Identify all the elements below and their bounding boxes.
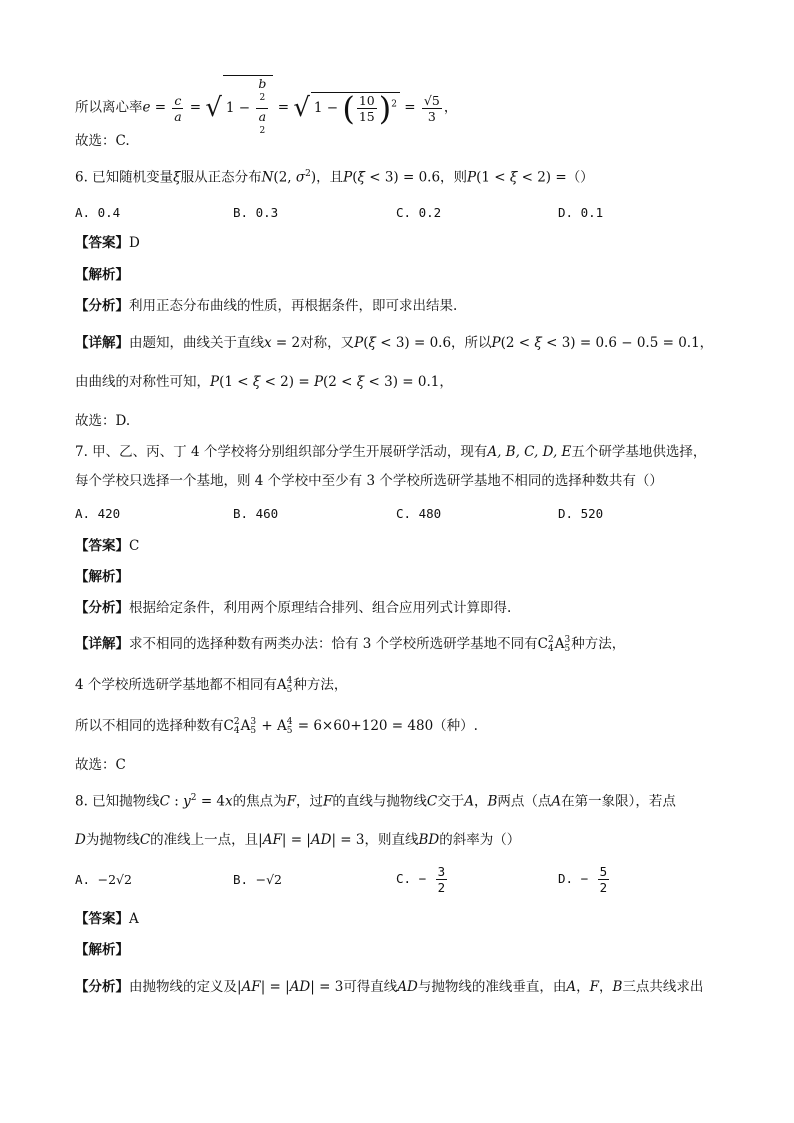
q6-option-b[interactable]: B. 0.3 xyxy=(233,205,279,220)
q6-stem: 6. 已知随机变量ξ服从正态分布N(2, $\sigma^2$)，且P(ξ < 3) = 0.6，则P(1 < ξ < 2) =（） xyxy=(75,169,594,186)
q7-stem: 7. 甲、乙、丙、丁 4 个学校将分别组织部分学生开展研学活动，现有A, B, C, D, E五个研学基地供选择， xyxy=(75,444,707,460)
q7-option-d[interactable]: D. 520 xyxy=(558,506,604,521)
q6-conclusion: 故选：D. xyxy=(75,413,131,429)
q8-stem-line2: D为抛物线C的准线上一点，且|AF| = |AD| = 3，则直线BD的斜率为（） xyxy=(75,832,521,848)
q5-answer-line: 故选：C. xyxy=(75,133,130,149)
q7-analysis-label: 【解析】 xyxy=(75,569,129,585)
q6-symmetry: 由曲线的对称性可知，P(1 < ξ < 2) = P(2 < ξ < 3) = 0.1， xyxy=(75,374,453,390)
eccentricity-prefix: 所以离心率 xyxy=(75,99,143,116)
q6-option-c[interactable]: C. 0.2 xyxy=(396,205,442,220)
q6-fenxi: 【分析】利用正态分布曲线的性质，再根据条件，即可求出结果. xyxy=(75,298,458,314)
q7-answer: 【答案】C xyxy=(75,538,140,554)
q7-stem-line2: 每个学校只选择一个基地，则 4 个学校中至少有 3 个学校所选研学基地不相同的选择种数共有（） xyxy=(75,473,663,489)
q7-option-c[interactable]: C. 480 xyxy=(396,506,442,521)
q8-analysis-label: 【解析】 xyxy=(75,942,129,958)
eccentricity-line: 所以离心率e = $\frac{c}{a}$ = √ 1 − b $^2$ a $^2$ = √ 1 − ( $\frac{10}{15}$ )$^2$ = $\frac{√5}{3}$ ， xyxy=(75,75,457,141)
q7-line2: 4 个学校所选研学基地都不相同有A4 5种方法， xyxy=(75,675,348,695)
q7-option-a[interactable]: A. 420 xyxy=(75,506,121,521)
q8-stem: 8. 已知抛物线C : $y^2 = 4x$的焦点为F，过F的直线与抛物线C交于A，B两点（点A在第一象限），若点 xyxy=(75,793,676,810)
q7-xiangjie: 【详解】求不相同的选择种数有两类办法：恰有 3 个学校所选研学基地不同有C2 4A3 5种方法， xyxy=(75,634,626,654)
eccentricity-end: ， xyxy=(443,99,458,116)
q7-conclusion: 故选：C xyxy=(75,757,126,773)
q7-option-b[interactable]: B. 460 xyxy=(233,506,279,521)
q6-analysis-label: 【解析】 xyxy=(75,267,129,283)
q8-option-d[interactable]: D. − $\frac{5}{2}$ xyxy=(558,864,608,895)
q8-answer: 【答案】A xyxy=(75,911,139,927)
q6-answer: 【答案】D xyxy=(75,235,140,251)
q7-fenxi: 【分析】根据给定条件，利用两个原理结合排列、组合应用列式计算即得. xyxy=(75,600,512,616)
q8-option-b[interactable]: B. −√2 xyxy=(233,872,282,887)
q6-option-d[interactable]: D. 0.1 xyxy=(558,205,604,220)
q7-line3: 所以不相同的选择种数有C2 4A3 5 + A4 5 = 6×60+120 = 480（种）. xyxy=(75,716,478,736)
q6-option-a[interactable]: A. 0.4 xyxy=(75,205,121,220)
q6-xiangjie: 【详解】由题知，曲线关于直线x = 2对称，又P(ξ < 3) = 0.6，所以P(2 < ξ < 3) = 0.6 − 0.5 = 0.1， xyxy=(75,335,714,351)
q8-fenxi: 【分析】由抛物线的定义及|AF| = |AD| = 3可得直线AD与抛物线的准线垂直，由A，F，B三点共线求出 xyxy=(75,979,704,995)
q8-option-a[interactable]: A. −2√2 xyxy=(75,872,132,887)
q8-option-c[interactable]: C. − $\frac{3}{2}$ xyxy=(396,864,446,895)
